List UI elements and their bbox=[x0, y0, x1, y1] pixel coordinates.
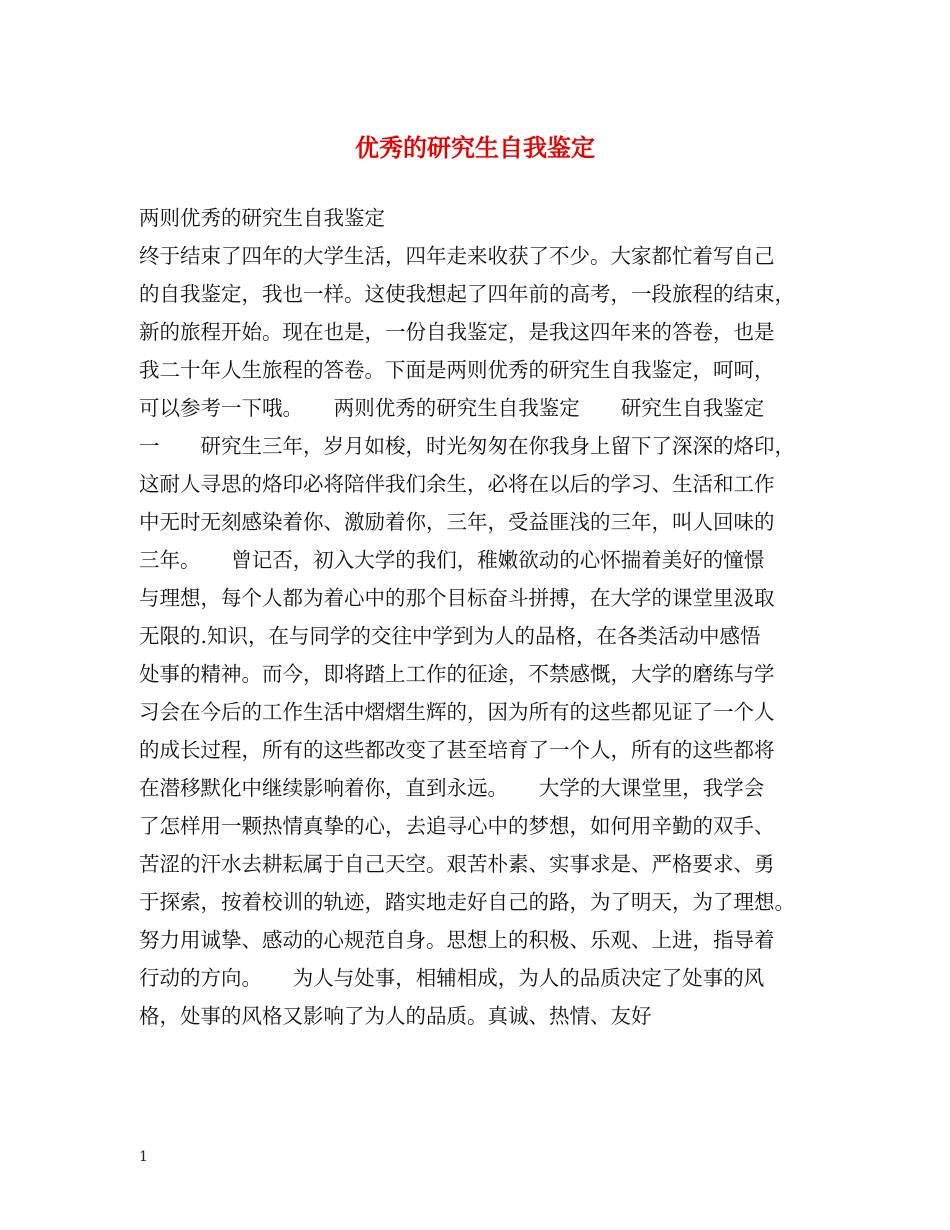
body-line: 了怎样用一颗热情真挚的心，去追寻心中的梦想，如何用辛勤的双手、 bbox=[139, 814, 775, 838]
body-line: 我二十年人生旅程的答卷。下面是两则优秀的研究生自我鉴定，呵呵， bbox=[139, 358, 775, 382]
body-line: 行动的方向。 为人与处事，相辅相成，为人的品质决定了处事的风 bbox=[139, 966, 765, 990]
body-line: 于探索，按着校训的轨迹，踏实地走好自己的路，为了明天，为了理想。 bbox=[139, 890, 795, 914]
body-line: 可以参考一下哦。 两则优秀的研究生自我鉴定 研究生自我鉴定 bbox=[139, 396, 765, 420]
body-line: 三年。 曾记否，初入大学的我们，稚嫩欲动的心怀揣着美好的憧憬 bbox=[139, 548, 765, 572]
body-line: 两则优秀的研究生自我鉴定 bbox=[139, 206, 385, 230]
body-line: 格，处事的风格又影响了为人的品质。真诚、热情、友好 bbox=[139, 1004, 652, 1028]
page-number: 1 bbox=[139, 1149, 148, 1165]
body-line: 与理想，每个人都为着心中的那个目标奋斗拼搏，在大学的课堂里汲取 bbox=[139, 586, 775, 610]
body-line: 努力用诚挚、感动的心规范自身。思想上的积极、乐观、上进，指导着 bbox=[139, 928, 775, 952]
body-line: 处事的精神。而今，即将踏上工作的征途，不禁感慨，大学的磨练与学 bbox=[139, 662, 775, 686]
body-line: 中无时无刻感染着你、激励着你，三年，受益匪浅的三年，叫人回味的 bbox=[139, 510, 775, 534]
body-line: 这耐人寻思的烙印必将陪伴我们余生，必将在以后的学习、生活和工作 bbox=[139, 472, 775, 496]
body-line: 终于结束了四年的大学生活，四年走来收获了不少。大家都忙着写自己 bbox=[139, 244, 775, 268]
body-line: 一 研究生三年，岁月如梭，时光匆匆在你我身上留下了深深的烙印， bbox=[139, 434, 795, 458]
body-line: 无限的.知识，在与同学的交往中学到为人的品格，在各类活动中感悟 bbox=[139, 624, 761, 648]
body-line: 在潜移默化中继续影响着你，直到永远。 大学的大课堂里，我学会 bbox=[139, 776, 765, 800]
body-line: 苦涩的汗水去耕耘属于自己天空。艰苦朴素、实事求是、严格要求、勇 bbox=[139, 852, 775, 876]
body-line: 的自我鉴定，我也一样。这使我想起了四年前的高考，一段旅程的结束， bbox=[139, 282, 795, 306]
document-title: 优秀的研究生自我鉴定 bbox=[355, 133, 595, 162]
body-line: 新的旅程开始。现在也是，一份自我鉴定，是我这四年来的答卷，也是 bbox=[139, 320, 775, 344]
body-line: 习会在今后的工作生活中熠熠生辉的，因为所有的这些都见证了一个人 bbox=[139, 700, 775, 724]
document-body bbox=[139, 199, 829, 1035]
body-line: 的成长过程，所有的这些都改变了甚至培育了一个人，所有的这些都将 bbox=[139, 738, 775, 762]
